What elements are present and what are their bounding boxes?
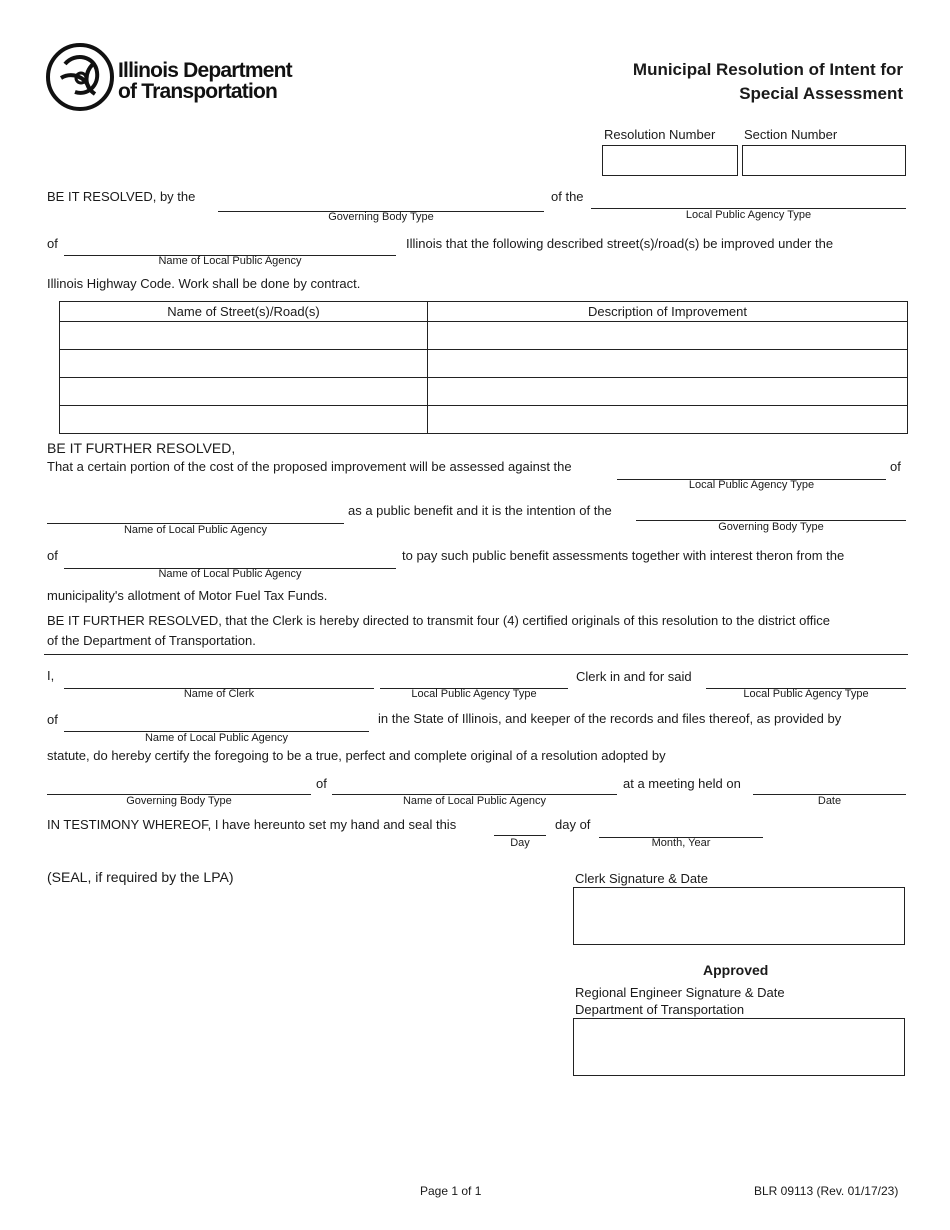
improvement-description-input[interactable] bbox=[428, 323, 907, 349]
highway-code-text: Illinois Highway Code. Work shall be done by contract. bbox=[47, 276, 361, 291]
improvement-description-input[interactable] bbox=[428, 351, 907, 377]
of-the-text: of the bbox=[551, 189, 584, 204]
meeting-text: at a meeting held on bbox=[623, 776, 741, 791]
assessed-lpa-name-input[interactable] bbox=[47, 506, 344, 524]
be-it-resolved-text: BE IT RESOLVED, by the bbox=[47, 189, 196, 204]
illinois-text: Illinois that the following described street(s)/road(s) be improved under the bbox=[406, 236, 834, 251]
improvement-description-input[interactable] bbox=[428, 407, 907, 433]
form-id: BLR 09113 (Rev. 01/17/23) bbox=[754, 1184, 899, 1198]
testimony-text: IN TESTIMONY WHEREOF, I have hereunto set my hand and seal this bbox=[47, 817, 457, 832]
assessed-lpa-name-caption: Name of Local Public Agency bbox=[123, 524, 268, 536]
approved-heading: Approved bbox=[703, 962, 769, 978]
table-row bbox=[60, 322, 908, 350]
lpa-type-input[interactable] bbox=[591, 191, 906, 209]
transmit-text-line1: BE IT FURTHER RESOLVED, that the Clerk is hereby directed to transmit four (4) certified originals of this resolution to the district office bbox=[47, 613, 830, 628]
table-row bbox=[60, 378, 908, 406]
regional-engineer-label: Regional Engineer Signature & Date bbox=[575, 985, 785, 1000]
form-title-line1: Municipal Resolution of Intent for bbox=[632, 60, 903, 79]
lpa-name-input[interactable] bbox=[64, 238, 396, 256]
public-benefit-text: as a public benefit and it is the intention of the bbox=[348, 503, 612, 518]
of-text: of bbox=[890, 459, 901, 474]
day-input[interactable] bbox=[494, 818, 546, 836]
of-text: of bbox=[47, 712, 58, 727]
idot-logo-icon bbox=[45, 42, 115, 112]
table-row bbox=[60, 406, 908, 434]
cert-lpa-name-caption: Name of Local Public Agency bbox=[144, 732, 289, 744]
form-title bbox=[633, 58, 903, 106]
street-name-input[interactable] bbox=[60, 379, 427, 405]
street-name-header: Name of Street(s)/Road(s) bbox=[60, 302, 428, 322]
section-number-label: Section Number bbox=[744, 127, 838, 142]
payer-lpa-name-caption: Name of Local Public Agency bbox=[158, 568, 302, 580]
form-title-line2: Special Assessment bbox=[739, 84, 903, 103]
clerk-in-and-for-text: Clerk in and for said bbox=[576, 669, 692, 684]
day-caption: Day bbox=[510, 837, 530, 849]
section-number-input[interactable] bbox=[742, 145, 906, 176]
said-lpa-type-caption: Local Public Agency Type bbox=[743, 688, 869, 700]
adopted-governing-body-input[interactable] bbox=[47, 777, 311, 795]
page-number: Page 1 of 1 bbox=[420, 1184, 482, 1198]
lpa-type-caption: Local Public Agency Type bbox=[685, 209, 812, 221]
improvement-description-input[interactable] bbox=[428, 379, 907, 405]
month-year-input[interactable] bbox=[599, 820, 763, 838]
payer-lpa-name-input[interactable] bbox=[64, 551, 396, 569]
section-divider bbox=[44, 654, 908, 655]
governing-body-type-caption: Governing Body Type bbox=[328, 211, 434, 223]
day-of-text: day of bbox=[555, 817, 591, 832]
intention-governing-body-caption: Governing Body Type bbox=[718, 521, 824, 533]
of-text: of bbox=[47, 236, 58, 251]
org-name-line1: Illinois Department bbox=[118, 59, 292, 82]
clerk-signature-label: Clerk Signature & Date bbox=[575, 871, 708, 886]
of-text: of bbox=[316, 776, 327, 791]
street-name-input[interactable] bbox=[60, 351, 427, 377]
assessed-lpa-type-input[interactable] bbox=[617, 462, 886, 480]
street-name-input[interactable] bbox=[60, 323, 427, 349]
meeting-date-caption: Date bbox=[817, 795, 842, 807]
governing-body-type-input[interactable] bbox=[218, 194, 544, 212]
resolution-number-input[interactable] bbox=[602, 145, 738, 176]
org-name bbox=[118, 60, 292, 102]
i-text: I, bbox=[47, 668, 55, 683]
assessed-against-text: That a certain portion of the cost of the proposed improvement will be assessed against the bbox=[47, 459, 572, 474]
to-pay-text: to pay such public benefit assessments together with interest theron from the bbox=[402, 548, 845, 563]
table-row bbox=[60, 350, 908, 378]
said-lpa-type-input[interactable] bbox=[706, 671, 906, 689]
regional-engineer-signature-box[interactable] bbox=[573, 1018, 905, 1076]
further-resolved-heading: BE IT FURTHER RESOLVED, bbox=[47, 440, 236, 456]
adopted-lpa-name-caption: Name of Local Public Agency bbox=[402, 795, 547, 807]
keeper-text: in the State of Illinois, and keeper of the records and files thereof, as provided by bbox=[378, 711, 842, 726]
of-text: of bbox=[47, 548, 58, 563]
intention-governing-body-input[interactable] bbox=[636, 503, 906, 521]
clerk-signature-box[interactable] bbox=[573, 887, 905, 945]
adopted-lpa-name-input[interactable] bbox=[332, 777, 617, 795]
adopted-governing-body-caption: Governing Body Type bbox=[126, 795, 232, 807]
org-name-line2: of Transportation bbox=[118, 80, 278, 103]
clerk-lpa-type-caption: Local Public Agency Type bbox=[411, 688, 537, 700]
statute-text: statute, do hereby certify the foregoing to be a true, perfect and complete original of a resolution adopted by bbox=[47, 748, 666, 763]
seal-text: (SEAL, if required by the LPA) bbox=[47, 869, 234, 885]
clerk-lpa-type-input[interactable] bbox=[380, 671, 568, 689]
dot-label: Department of Transportation bbox=[575, 1002, 745, 1017]
streets-table bbox=[59, 301, 908, 434]
meeting-date-input[interactable] bbox=[753, 777, 906, 795]
month-year-caption: Month, Year bbox=[651, 837, 711, 849]
clerk-name-input[interactable] bbox=[64, 671, 374, 689]
street-name-input[interactable] bbox=[60, 407, 427, 433]
cert-lpa-name-input[interactable] bbox=[64, 714, 369, 732]
transmit-text-line2: of the Department of Transportation. bbox=[47, 633, 256, 648]
mft-text: municipality's allotment of Motor Fuel Tax Funds. bbox=[47, 588, 328, 603]
improvement-description-header: Description of Improvement bbox=[428, 302, 908, 322]
lpa-name-caption: Name of Local Public Agency bbox=[158, 255, 302, 267]
resolution-number-label: Resolution Number bbox=[604, 127, 716, 142]
assessed-lpa-type-caption: Local Public Agency Type bbox=[688, 479, 815, 491]
clerk-name-caption: Name of Clerk bbox=[183, 688, 255, 700]
